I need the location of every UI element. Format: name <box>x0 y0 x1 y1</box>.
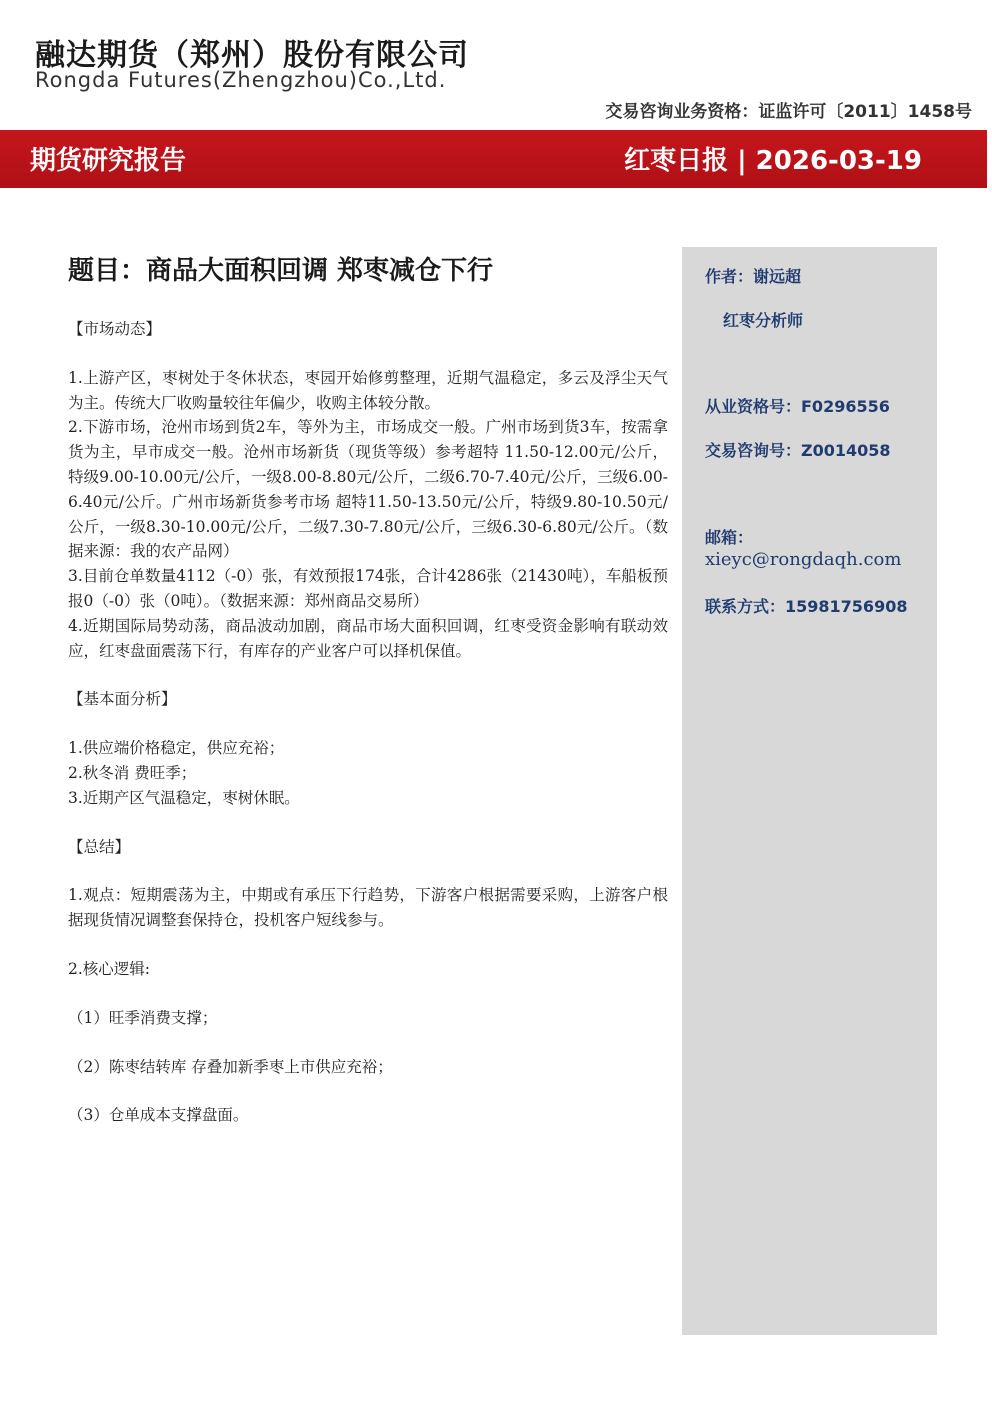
company-name-en: Rongda Futures(Zhengzhou)Co.,Ltd. <box>35 68 447 92</box>
company-name-cn: 融达期货（郑州）股份有限公司 <box>35 38 469 73</box>
license-text: 交易咨询业务资格：证监许可〔2011〕1458号 <box>605 102 972 122</box>
market-item: 3.目前仓单数量4112（-0）张，有效预报174张，合计4286张（21430吨），车船板预报0（-0）张（0吨）。（数据来源：郑州商品交易所） <box>68 567 668 610</box>
report-banner <box>0 130 987 188</box>
consult-number: 交易咨询号：Z0014058 <box>705 441 891 460</box>
market-item: 2.下游市场，沧州市场到货2车，等外为主，市场成交一般。广州市场到货3车，按需拿货为主，早市成交一般。沧州市场新货（现货等级）参考超特 11.50-12.00元/公斤，特级9.00-10.00元/公斤，一级8.00-8.80元/公斤，二级6.70-7.40元/公斤，三级6.00-6.40元/公斤。广州市场新货参考市场 超特11.50-13.50元/公斤，特级9.80-10.50元/公斤，一级8.30-10.00元/公斤，二级7.30-7.80元/公斤，三级6.30-6.80元/公斤。（数据来源：我的农产品网） <box>68 418 668 561</box>
summary-view: 1.观点：短期震荡为主，中期或有承压下行趋势，下游客户根据需要采购，上游客户根据现货情况调整套保持仓，投机客户短线参与。 <box>68 886 668 930</box>
contact-phone: 联系方式：15981756908 <box>705 597 908 616</box>
report-title: 题目：商品大面积回调 郑枣减仓下行 <box>68 256 494 286</box>
core-logic-header: 2.核心逻辑: <box>68 959 151 978</box>
email-address[interactable]: xieyc@rongdaqh.com <box>705 549 902 570</box>
section-market-header: 【市场动态】 <box>68 320 162 338</box>
email-label: 邮箱： <box>705 528 754 547</box>
author-sidebar <box>682 247 937 1335</box>
banner-report-date: 红枣日报 | 2026-03-19 <box>624 146 922 176</box>
section-summary-header: 【总结】 <box>68 837 131 856</box>
market-item: 4.近期国际局势动荡，商品波动加剧，商品市场大面积回调，红枣受资金影响有联动效应，红枣盘面震荡下行，有库存的产业客户可以择机保值。 <box>68 616 668 660</box>
fundamental-item: 1.供应端价格稳定，供应充裕； <box>68 739 285 758</box>
author-role: 红枣分析师 <box>723 311 804 330</box>
report-body <box>68 250 668 1128</box>
banner-report-type: 期货研究报告 <box>30 146 187 176</box>
core-logic-item: （3）仓单成本支撑盘面。 <box>68 1106 249 1125</box>
core-logic-item: （1）旺季消费支撑； <box>68 1008 218 1027</box>
core-logic-item: （2）陈枣结转库 存叠加新季枣上市供应充裕； <box>68 1057 393 1076</box>
section-fundamental-header: 【基本面分析】 <box>68 690 177 709</box>
qualification-number: 从业资格号：F0296556 <box>705 397 890 416</box>
fundamental-item: 2.秋冬消 费旺季； <box>68 763 197 782</box>
market-item: 1.上游产区，枣树处于冬休状态，枣园开始修剪整理，近期气温稳定，多云及浮尘天气为主。传统大厂收购量较往年偏少，收购主体较分散。 <box>68 368 668 412</box>
fundamental-item: 3.近期产区气温稳定，枣树休眠。 <box>68 788 300 807</box>
author-name: 作者：谢远超 <box>705 267 802 286</box>
